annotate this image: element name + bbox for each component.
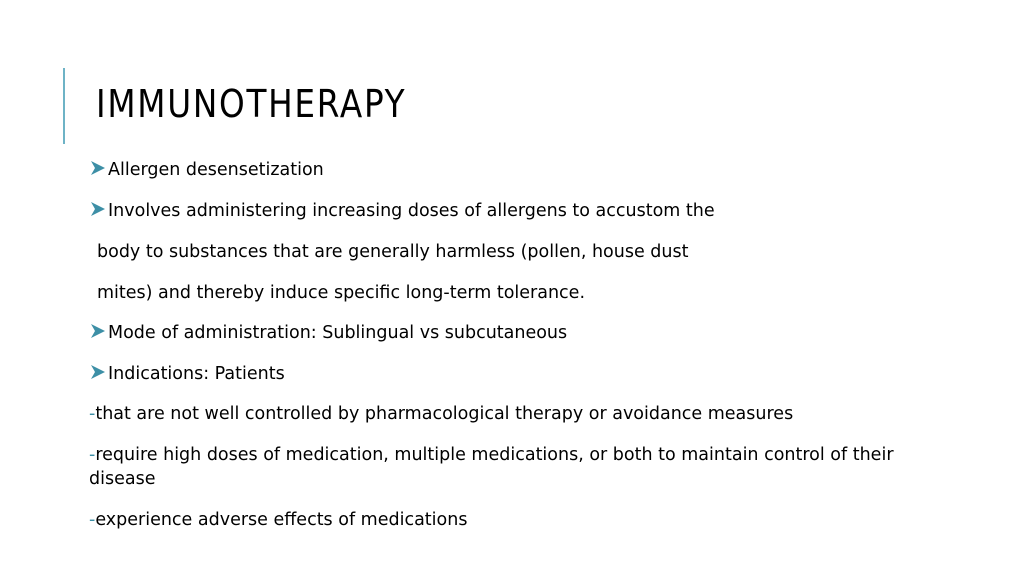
bullet-item <box>89 158 324 182</box>
arrow-bullet-icon <box>89 363 107 381</box>
bullet-item <box>89 199 715 223</box>
sub-bullet-item <box>89 508 467 532</box>
arrow-bullet-icon <box>89 322 107 340</box>
slide-title: IMMUNOTHERAPY <box>96 82 407 126</box>
bullet-text: experience adverse effects of medications <box>95 510 468 530</box>
arrow-bullet-icon <box>89 159 107 177</box>
bullet-item <box>89 362 285 386</box>
sub-bullet-item <box>89 402 793 426</box>
dash-bullet-icon: - <box>89 445 96 465</box>
bullet-continuation <box>89 281 585 305</box>
dash-bullet-icon: - <box>89 510 96 530</box>
title-accent-bar <box>63 68 65 144</box>
bullet-continuation <box>89 240 688 264</box>
bullet-item <box>89 321 567 345</box>
arrow-bullet-icon <box>89 200 107 218</box>
dash-bullet-icon: - <box>89 404 96 424</box>
bullet-text: Allergen desensetization <box>108 160 324 180</box>
bullet-text: that are not well controlled by pharmacological therapy or avoidance measures <box>95 404 794 424</box>
bullet-text: Involves administering increasing doses of allergens to accustom the <box>108 201 715 221</box>
bullet-text: Indications: Patients <box>108 364 285 384</box>
bullet-text: require high doses of medication, multiple medications, or both to maintain control of their disease <box>89 445 894 489</box>
bullet-text: body to substances that are generally harmless (pollen, house dust <box>97 242 689 262</box>
sub-bullet-item <box>89 443 949 491</box>
bullet-text: mites) and thereby induce specific long-term tolerance. <box>97 283 586 303</box>
bullet-text: Mode of administration: Sublingual vs subcutaneous <box>108 323 568 343</box>
